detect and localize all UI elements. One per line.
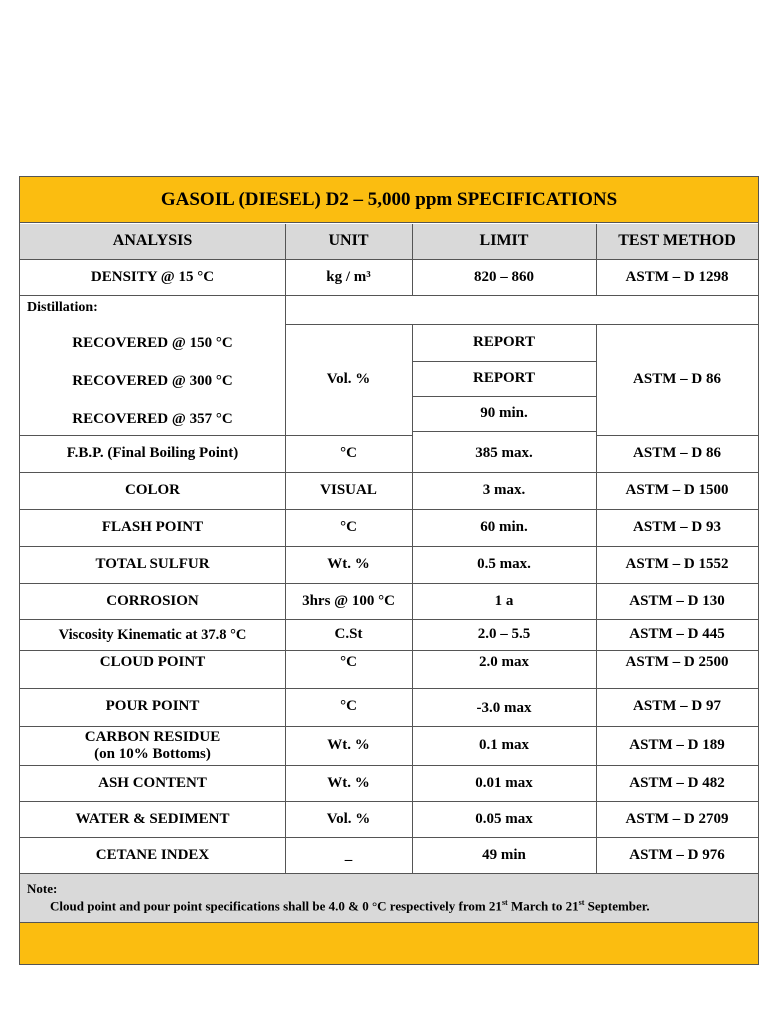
pour-point-method: ASTM – D 97: [633, 698, 721, 715]
color-unit: VISUAL: [320, 482, 377, 499]
note-label: Note:: [27, 881, 58, 896]
recovered-300-limit: REPORT: [473, 370, 535, 387]
grid-line: [20, 546, 758, 547]
viscosity-analysis: Viscosity Kinematic at 37.8 °C: [58, 626, 247, 643]
grid-line: [412, 431, 596, 432]
color-limit: 3 max.: [482, 482, 526, 499]
grid-line: [20, 765, 758, 766]
carbon-residue-line1: CARBON RESIDUE: [84, 728, 221, 745]
pour-point-unit: °C: [340, 698, 357, 715]
fbp-limit: 385 max.: [475, 445, 533, 462]
grid-line: [285, 324, 758, 325]
grid-line: [20, 435, 412, 436]
cloud-point-method: ASTM – D 2500: [625, 654, 729, 671]
flash-point-limit: 60 min.: [480, 519, 528, 536]
corrosion-limit: 1 a: [494, 592, 514, 609]
fbp-method: ASTM – D 86: [633, 445, 721, 462]
ash-content-limit: 0.01 max: [475, 774, 533, 791]
grid-line: [412, 224, 413, 296]
fbp-analysis: F.B.P. (Final Boiling Point): [66, 445, 239, 462]
recovered-357-limit: 90 min.: [480, 405, 528, 422]
cloud-point-analysis: CLOUD POINT: [99, 654, 206, 671]
footer-band: [20, 923, 758, 964]
cloud-point-unit: °C: [340, 654, 357, 671]
density-method: ASTM – D 1298: [625, 268, 729, 285]
pour-point-limit: -3.0 max: [476, 700, 532, 717]
grid-line: [285, 295, 286, 873]
grid-line: [596, 324, 597, 873]
density-unit: kg / m³: [326, 268, 371, 285]
viscosity-unit: C.St: [334, 626, 363, 643]
water-sediment-limit: 0.05 max: [475, 810, 533, 827]
grid-line: [20, 873, 758, 874]
header-unit: UNIT: [285, 224, 412, 259]
density-limit: 820 – 860: [474, 268, 534, 285]
cloud-point-limit: 2.0 max: [479, 654, 529, 671]
color-method: ASTM – D 1500: [625, 482, 729, 499]
total-sulfur-analysis: TOTAL SULFUR: [95, 556, 210, 573]
grid-line: [20, 650, 758, 651]
cetane-index-unit: _: [344, 846, 353, 863]
grid-line: [20, 472, 758, 473]
viscosity-limit: 2.0 – 5.5: [477, 626, 531, 643]
distillation-method: ASTM – D 86: [633, 371, 721, 388]
grid-line: [20, 259, 758, 260]
total-sulfur-limit: 0.5 max.: [477, 556, 531, 573]
header-limit: LIMIT: [412, 224, 596, 259]
cetane-index-analysis: CETANE INDEX: [95, 846, 210, 863]
header-analysis: ANALYSIS: [20, 224, 285, 259]
carbon-residue-analysis: [20, 727, 285, 765]
recovered-300-analysis: RECOVERED @ 300 °C: [72, 373, 233, 390]
grid-line: [20, 837, 758, 838]
cetane-index-method: ASTM – D 976: [629, 846, 725, 863]
viscosity-method: ASTM – D 445: [629, 626, 725, 643]
flash-point-analysis: FLASH POINT: [101, 519, 204, 536]
total-sulfur-method: ASTM – D 1552: [625, 556, 729, 573]
recovered-357-analysis: RECOVERED @ 357 °C: [72, 411, 233, 428]
grid-line: [596, 224, 597, 296]
grid-line: [412, 396, 596, 397]
water-sediment-unit: Vol. %: [326, 810, 371, 827]
corrosion-analysis: CORROSION: [106, 592, 199, 609]
density-analysis: DENSITY @ 15 °C: [90, 268, 215, 285]
grid-line: [412, 361, 596, 362]
grid-line: [285, 224, 286, 296]
grid-line: [20, 801, 758, 802]
grid-line: [20, 509, 758, 510]
grid-line: [20, 295, 758, 296]
ash-content-unit: Wt. %: [327, 774, 370, 791]
carbon-residue-limit: 0.1 max: [479, 737, 529, 754]
pour-point-analysis: POUR POINT: [105, 698, 200, 715]
grid-line: [20, 583, 758, 584]
color-analysis: COLOR: [124, 482, 180, 499]
note-text: Cloud point and pour point specifications shall be 4.0 & 0 °C respectively from 21st March to 21st September.: [50, 898, 650, 914]
ash-content-method: ASTM – D 482: [629, 774, 725, 791]
carbon-residue-line2: (on 10% Bottoms): [94, 746, 211, 762]
grid-line: [20, 619, 758, 620]
flash-point-unit: °C: [340, 519, 357, 536]
water-sediment-analysis: WATER & SEDIMENT: [75, 810, 230, 827]
grid-line: [412, 324, 413, 873]
grid-line: [596, 435, 758, 436]
carbon-residue-method: ASTM – D 189: [629, 737, 725, 754]
grid-line: [20, 922, 758, 923]
corrosion-method: ASTM – D 130: [629, 592, 725, 609]
flash-point-method: ASTM – D 93: [633, 519, 721, 536]
corrosion-unit: 3hrs @ 100 °C: [302, 592, 395, 609]
distillation-label: Distillation:: [27, 299, 98, 315]
cetane-index-limit: 49 min: [482, 846, 526, 863]
fbp-unit: °C: [340, 445, 357, 462]
recovered-150-limit: REPORT: [473, 334, 535, 351]
spec-sheet: [19, 176, 759, 965]
water-sediment-method: ASTM – D 2709: [625, 810, 729, 827]
recovered-150-analysis: RECOVERED @ 150 °C: [72, 335, 233, 352]
distillation-unit: Vol. %: [326, 371, 371, 388]
total-sulfur-unit: Wt. %: [327, 556, 370, 573]
note-box: [20, 874, 758, 922]
ash-content-analysis: ASH CONTENT: [98, 774, 207, 791]
spec-title: GASOIL (DIESEL) D2 – 5,000 ppm SPECIFICATIONS: [20, 177, 758, 223]
header-test-method: TEST METHOD: [596, 224, 758, 259]
carbon-residue-unit: Wt. %: [327, 737, 370, 754]
grid-line: [20, 726, 758, 727]
grid-line: [20, 688, 758, 689]
